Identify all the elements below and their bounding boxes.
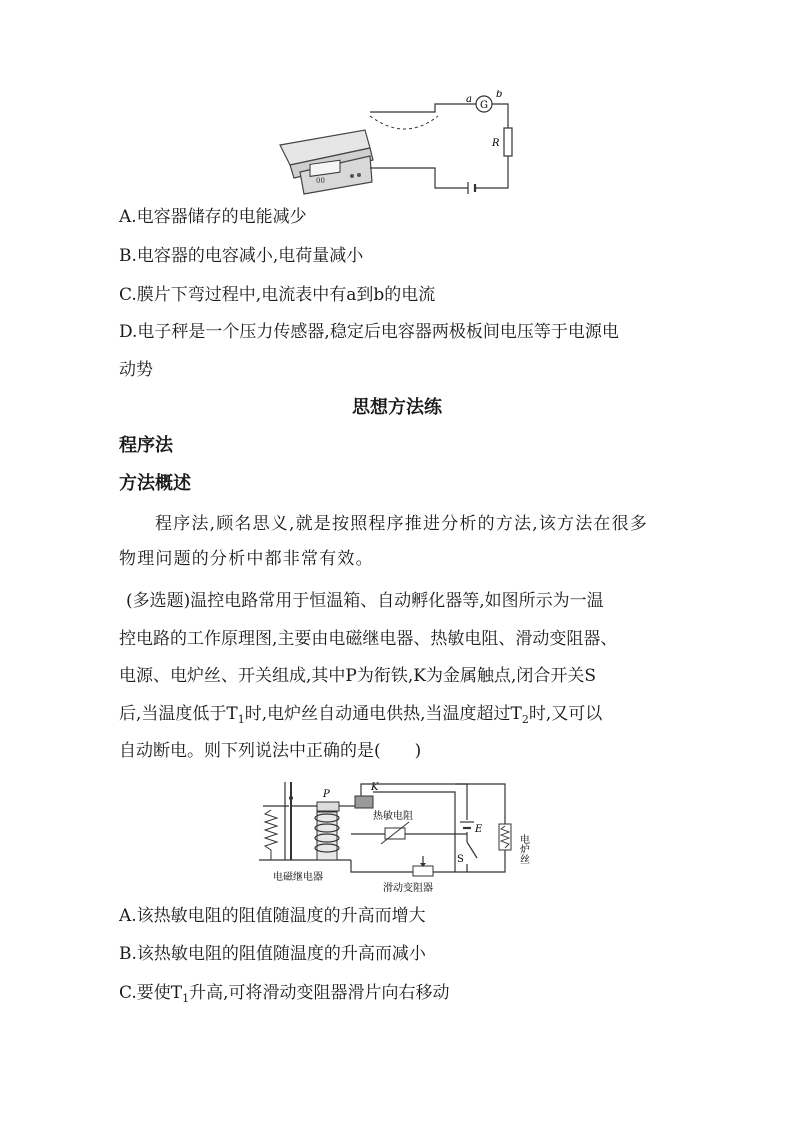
q2-option-c [119, 982, 450, 1010]
furnace-wire-icon [499, 824, 511, 850]
terminal-a-label: a [466, 94, 472, 105]
relay-label: 电磁继电器 [273, 872, 323, 883]
switch-s-icon [467, 842, 477, 858]
resistor-label: R [492, 138, 500, 149]
t2-subscript: 2 [521, 713, 529, 726]
option-c: C.膜片下弯过程中,电流表中有a到b的电流 [119, 285, 436, 305]
battery-e-icon [460, 822, 474, 828]
armature-p-label: P [323, 789, 330, 800]
section-title: 思想方法练 [352, 397, 442, 418]
question-line-4-part-b: 时,电炉丝自动通电供热,当温度超过T [244, 704, 522, 724]
switch-s-label: S [457, 854, 464, 865]
thermistor-label: 热敏电阻 [373, 811, 413, 822]
q2-option-c-subscript: 1 [182, 992, 190, 1005]
galvanometer-label: G [480, 100, 488, 111]
question-line-4-part-a: 后,当温度低于T [119, 704, 238, 724]
furnace-wire-label: 电炉丝 [517, 834, 529, 864]
question-line-4-part-c: 时,又可以 [528, 704, 603, 724]
option-d-continued: 动势 [119, 360, 153, 380]
scale-circuit-figure [270, 90, 530, 200]
terminal-b-label: b [496, 90, 503, 100]
temperature-control-circuit-figure [255, 776, 555, 896]
question-line-2: 控电路的工作原理图,主要由电磁继电器、热敏电阻、滑动变阻器、 [119, 629, 618, 649]
battery-icon [468, 182, 475, 194]
electronic-scale-image [280, 130, 373, 194]
rheostat-label: 滑动变阻器 [383, 883, 433, 894]
option-d: D.电子秤是一个压力传感器,稳定后电容器两极板间电压等于电源电 [119, 322, 619, 342]
overview-line-2: 物理问题的分析中都非常有效。 [119, 549, 374, 569]
contact-k-label: K [371, 782, 379, 793]
question-line-3: 电源、电炉丝、开关组成,其中P为衔铁,K为金属触点,闭合开关S [119, 666, 596, 686]
membrane-arc [370, 116, 438, 129]
battery-e-label: E [475, 824, 483, 835]
question-line-5: 自动断电。则下列说法中正确的是( ) [119, 741, 422, 761]
question-line-4 [119, 703, 602, 731]
rheostat-icon [413, 866, 433, 876]
q2-option-b: B.该热敏电阻的阻值随温度的升高而减小 [119, 944, 426, 964]
resistor-icon [504, 128, 512, 156]
method-name: 程序法 [119, 435, 173, 456]
contact-k [355, 796, 373, 808]
scale-display-text: 00 [316, 177, 325, 185]
armature-p [317, 802, 339, 811]
electromagnet-core [317, 812, 337, 860]
q2-option-c-part-a: C.要使T [119, 983, 183, 1003]
q2-option-a: A.该热敏电阻的阻值随温度的升高而增大 [119, 906, 426, 926]
q2-option-c-part-b: 升高,可将滑动变阻器滑片向右移动 [189, 983, 450, 1003]
overview-line-1: 程序法,顾名思义,就是按照程序推进分析的方法,该方法在很多 [155, 514, 649, 534]
spring-icon [265, 810, 277, 860]
circuit-wires [370, 104, 508, 188]
overview-title: 方法概述 [119, 473, 191, 494]
t1-subscript: 1 [237, 713, 245, 726]
option-a: A.电容器储存的电能减少 [119, 207, 307, 227]
question-line-1: (多选题)温控电路常用于恒温箱、自动孵化器等,如图所示为一温 [126, 591, 604, 611]
option-b: B.电容器的电容减小,电荷量减小 [119, 246, 364, 266]
